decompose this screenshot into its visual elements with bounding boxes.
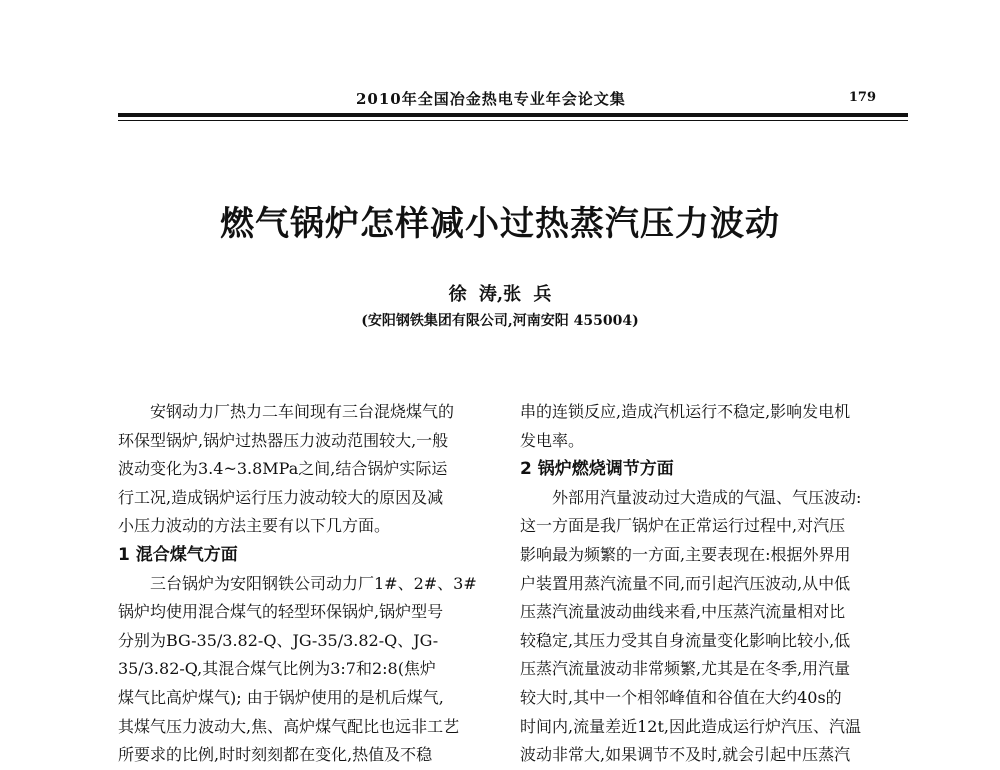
paragraph-line: 安钢动力厂热力二车间现有三台混烧煤气的 <box>150 402 455 421</box>
paragraph-line: 压蒸汽流量波动非常频繁,尤其是在冬季,用汽量 <box>520 659 851 679</box>
paragraph-line: 行工况,造成锅炉运行压力波动较大的原因及减 <box>118 487 444 507</box>
page-number: 179 <box>848 90 876 105</box>
left-column <box>118 398 486 770</box>
article-title: 燃气锅炉怎样减小过热蒸汽压力波动 <box>220 204 780 244</box>
running-title: 2010年全国冶金热电专业年会论文集 <box>356 90 626 108</box>
header-rule-thick <box>118 113 908 117</box>
paragraph-line: 分别为BG-35/3.82-Q、JG-35/3.82-Q、JG- <box>118 630 439 650</box>
paragraph-line: 其煤气压力波动大,焦、高炉煤气配比也远非工艺 <box>118 716 460 736</box>
paragraph-line: 小压力波动的方法主要有以下几方面。 <box>118 516 391 536</box>
paragraph-line: 三台锅炉为安阳钢铁公司动力厂1#、2#、3# <box>150 573 477 593</box>
paragraph-line: 环保型锅炉,锅炉过热器压力波动范围较大,一般 <box>118 430 449 450</box>
paragraph-line: 所要求的比例,时时刻刻都在变化,热值及不稳 <box>118 745 433 765</box>
paragraph-line: 波动非常大,如果调节不及时,就会引起中压蒸汽 <box>520 745 851 765</box>
section-heading-2: 2 锅炉燃烧调节方面 <box>520 459 674 480</box>
paragraph-line: 串的连锁反应,造成汽机运行不稳定,影响发电机 <box>520 402 851 421</box>
authors: 徐 涛,张 兵 <box>448 284 552 305</box>
paragraph-line: 外部用汽量波动过大造成的气温、气压波动: <box>552 487 862 507</box>
running-head <box>118 86 888 112</box>
paragraph-line: 发电率。 <box>520 430 585 450</box>
paragraph-line: 波动变化为3.4~3.8MPa之间,结合锅炉实际运 <box>118 459 448 479</box>
paragraph-line: 较大时,其中一个相邻峰值和谷值在大约40s的 <box>520 687 842 707</box>
paragraph-line: 时间内,流量差近12t,因此造成运行炉汽压、汽温 <box>520 716 861 736</box>
paragraph-line: 较稳定,其压力受其自身流量变化影响比较小,低 <box>520 630 851 650</box>
affiliation: (安阳钢铁集团有限公司,河南安阳 455004) <box>361 313 639 329</box>
paragraph-line: 影响最为频繁的一方面,主要表现在:根据外界用 <box>520 544 851 564</box>
paragraph-line: 压蒸汽流量波动曲线来看,中压蒸汽流量相对比 <box>520 602 846 622</box>
paragraph-line: 煤气比高炉煤气); 由于锅炉使用的是机后煤气, <box>118 687 444 707</box>
header-rule-thin <box>118 120 908 121</box>
paragraph-line: 35/3.82-Q,其混合煤气比例为3:7和2:8(焦炉 <box>118 659 436 679</box>
right-column <box>520 398 888 770</box>
paragraph-line: 这一方面是我厂锅炉在正常运行过程中,对汽压 <box>520 516 846 536</box>
section-heading-1: 1 混合煤气方面 <box>118 544 238 565</box>
paragraph-line: 户装置用蒸汽流量不同,而引起汽压波动,从中低 <box>520 573 851 593</box>
paragraph-line: 锅炉均使用混合煤气的轻型环保锅炉,锅炉型号 <box>118 602 444 622</box>
